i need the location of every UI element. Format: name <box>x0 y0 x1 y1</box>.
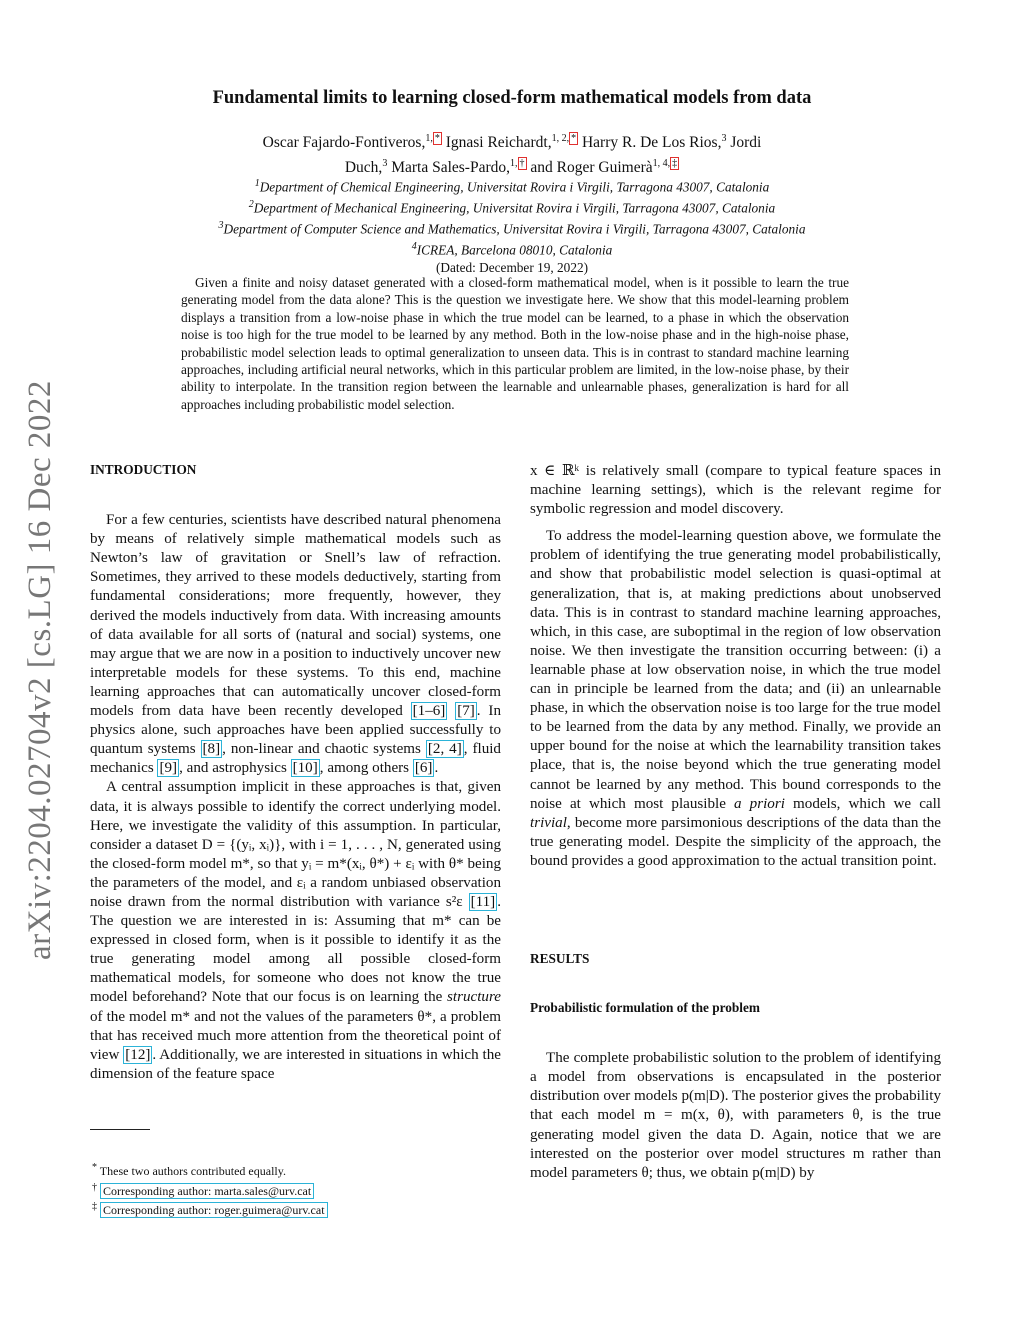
footnote <box>92 1160 328 1180</box>
affiliation-text: ICREA, Barcelona 08010, Catalonia <box>416 242 613 258</box>
citation-link[interactable]: [8] <box>202 741 221 758</box>
affil-sup: 1, <box>510 158 518 170</box>
footnotes <box>92 1160 328 1219</box>
footnote-mark: ‡ <box>92 1201 97 1212</box>
footnote-mark: † <box>92 1181 97 1193</box>
citation-link[interactable]: [7] <box>457 703 475 720</box>
footnote-link[interactable]: ‡ <box>672 158 678 170</box>
citation-link[interactable]: [10] <box>292 760 318 777</box>
citation-link[interactable]: [12] <box>125 1046 151 1063</box>
footnote-link[interactable]: * <box>434 133 440 144</box>
section-heading-introduction: INTRODUCTION <box>90 462 197 477</box>
footnote-link[interactable]: * <box>571 133 577 144</box>
paragraph: For a few centuries, scientists have described natural phenomena by means of relatively simple mathematical models such as Newton’s law of gravitation or Snell’s law of refraction. Sometimes, they arrived to these models deductively, starting from fundamental considerations; more frequently, however, they derived the models inductively from data. With increasing amounts of data available for all sorts of (natural and social) systems, one may argue that we are now in a position to inductively uncover new interpretable models for these systems. To this end, machine learning approaches that can automatically uncover closed-form models from data have been recently developed [1–6] [7] . In physics alone, such approaches have been applied successfully to quantum systems [8] , non-linear and chaotic systems [2, 4] , fluid mechanics [9] , and astrophysics [10] , among others [6] . <box>90 512 501 777</box>
affil-number: 1 <box>254 178 260 189</box>
affil-sup: 1, 2, <box>551 133 570 144</box>
abstract: Given a finite and noisy dataset generated with a closed-form mathematical model, when is it possible to learn the true generating model from the data alone? This is the question we investigate here. We show that this model-learning problem displays a transition from a low-noise phase in which the true model can be learned, to a phase in which the observation noise is too high for the true model to be learned by any method. Both in the low-noise phase and in the high-noise phase, probabilistic model selection leads to optimal generalization to unseen data. This is in contrast to standard machine learning approaches, including artificial neural networks, which in this particular problem are limited, in the low-noise phase, by their ability to interpolate. In the transition region between the learnable and unlearnable phases, generalization is hard for all approaches including probabilistic model selection. <box>181 275 849 412</box>
affiliation <box>0 196 1024 217</box>
paragraph: To address the model-learning question above, we formulate the problem of identifying the true generating model probabilistically, and show that probabilistic model selection is quasi-optimal at generalization, that is, at making predictions about unobserved data. This is in contrast to standard machine learning approaches, which, in this case, are suboptimal in the region of low observation noise. We then investigate the transition occurring between: (i) a learnable phase at low observation noise, in which the true model can in principle be learned from the data; and (ii) an unlearnable phase, in which the observation noise is too large for the true model to be learned from the data by any method. Finally, we provide an upper bound for the noise at which the learnability transition takes place, that is, the noise beyond which the true generating model cannot be learned by any method. This bound corresponds to the noise at which most plausible a priori models, which we call trivial, become more parsimonious descriptions of the data than the true generating model. Despite the simplicity of the approach, the bound provides a good approximation to the actual transition point. <box>530 528 941 869</box>
footnote <box>92 1180 328 1200</box>
affil-sup: 1, <box>425 133 433 144</box>
affil-sup: 1, 4, <box>652 158 671 170</box>
paragraph: A central assumption implicit in these approaches is that, given data, it is always possible to identify the correct underlying model. Here, we investigate the validity of this assumption. In particular, consider a dataset D = {(yᵢ, xᵢ)}, with i = 1, . . . , N, generated using the closed-form model m*, so that yᵢ = m*(xᵢ, θ*) + εᵢ with θ* being the parameters of the model, and εᵢ a random unbiased observation noise drawn from the normal distribution with variance s²ε [11] . The question we are interested in is: Assuming that m* can be expressed in closed form, when is it possible to identify it as the true generating model among all possible closed-form mathematical models, for someone who does not know the true model beforehand? Note that our focus is on learning the structure of the model m* and not the values of the parameters θ*, a problem that has received much more attention from the theoretical point of view [12] . Additionally, we are interested in situations in which the dimension of the feature space <box>90 779 501 1082</box>
citation-link[interactable]: [9] <box>159 760 178 777</box>
subsection-heading: Probabilistic formulation of the problem <box>530 1000 760 1016</box>
affiliation-text: Department of Chemical Engineering, Universitat Rovira i Virgili, Tarragona 43007, Catalonia <box>259 179 770 195</box>
left-column <box>90 460 501 1084</box>
author-name: and Roger Guimerà <box>526 159 653 177</box>
affiliations <box>0 175 1024 277</box>
affiliation <box>0 175 1024 196</box>
affiliation <box>0 217 1024 238</box>
affil-sup: 3 <box>721 133 727 144</box>
author-name: Marta Sales-Pardo, <box>387 159 510 177</box>
citation-link[interactable]: [6] <box>414 760 433 777</box>
affil-number: 3 <box>218 220 224 232</box>
author-name: Harry R. De Los Rios, <box>578 134 722 152</box>
arxiv-identifier: arXiv:2204.02704v2 [cs.LG] 16 Dec 2022 <box>22 380 58 960</box>
right-column <box>530 462 941 1183</box>
email-link[interactable]: Corresponding author: roger.guimera@urv.cat <box>100 1202 328 1218</box>
dated-line: (Dated: December 19, 2022) <box>435 260 589 276</box>
paragraph: The complete probabilistic solution to the problem of identifying a model from observations is encapsulated in the posterior distribution over models p(m|D). The posterior gives the probability that each model m = m(x, θ), with parameters θ, is the true generating model given the data D. Again, notice that we are interested on the posterior over model structures m rather than model parameters θ; thus, we obtain p(m|D) by <box>530 1050 941 1181</box>
affil-sup: 3 <box>382 158 388 170</box>
citation-link[interactable]: [11] <box>470 893 496 910</box>
footnote <box>92 1199 328 1219</box>
paragraph: x ∈ ℝᵏ is relatively small (compare to typical feature spaces in machine learning settings), which is the relevant regime for symbolic regression and model discovery. <box>530 463 941 518</box>
author-name: Oscar Fajardo-Fontiveros, <box>262 134 426 152</box>
footnote-rule <box>90 1129 150 1130</box>
footnote-text: These two authors contributed equally. <box>99 1164 286 1178</box>
section-heading-results: RESULTS <box>530 950 590 966</box>
affil-number: 2 <box>248 199 254 211</box>
affiliation-text: Department of Mechanical Engineering, Universitat Rovira i Virgili, Tarragona 43007, Catalonia <box>253 200 776 216</box>
footnote-link[interactable]: † <box>519 158 525 170</box>
author-name: Jordi Duch, <box>344 134 762 177</box>
footnote-mark: * <box>92 1162 97 1173</box>
affil-number: 4 <box>411 241 417 253</box>
email-link[interactable]: Corresponding author: marta.sales@urv.cat <box>100 1183 314 1199</box>
affiliation <box>0 238 1024 259</box>
citation-link[interactable]: [1–6] <box>412 703 446 720</box>
author-name: Ignasi Reichardt, <box>441 134 552 152</box>
citation-link[interactable]: [2, 4] <box>427 741 462 758</box>
affiliation-text: Department of Computer Science and Mathematics, Universitat Rovira i Virgili, Tarragona 43007, Catalonia <box>223 221 806 237</box>
author-list <box>250 128 774 178</box>
paper-title: Fundamental limits to learning closed-form mathematical models from data <box>212 88 812 108</box>
